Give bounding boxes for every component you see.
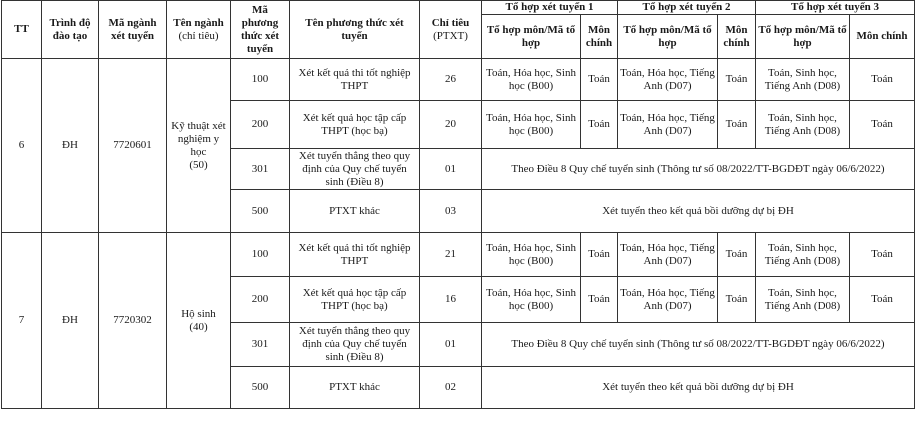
combo-2-main: Toán — [718, 277, 756, 323]
combo-1-main: Toán — [581, 277, 618, 323]
major-level: ĐH — [42, 59, 99, 233]
combo-1-main: Toán — [581, 59, 618, 101]
combo-2-main: Toán — [718, 101, 756, 149]
method-name: Xét kết quả học tập cấp THPT (học bạ) — [290, 277, 420, 323]
col-header-quota-text: Chỉ tiêu — [431, 16, 470, 29]
combo-3-main: Toán — [850, 277, 915, 323]
method-note: Theo Điều 8 Quy chế tuyển sinh (Thông tư số 08/2022/TT-BGDĐT ngày 06/6/2022) — [482, 323, 915, 367]
method-name: PTXT khác — [290, 190, 420, 233]
col-header-combo-1: Tổ hợp xét tuyển 1 — [482, 1, 618, 15]
method-code: 200 — [231, 277, 290, 323]
major-name: Hộ sinh — [181, 307, 216, 320]
combo-3-subjects: Toán, Sinh học, Tiếng Anh (D08) — [756, 59, 850, 101]
col-header-major-name-text: Tên ngành — [173, 16, 224, 29]
combo-3-subjects: Toán, Sinh học, Tiếng Anh (D08) — [756, 233, 850, 277]
combo-3-main: Toán — [850, 233, 915, 277]
col-header-quota — [420, 1, 482, 59]
method-note: Xét tuyển theo kết quả bồi dưỡng dự bị ĐH — [482, 367, 915, 409]
method-name: Xét kết quả học tập cấp THPT (học bạ) — [290, 101, 420, 149]
combo-3-subjects: Toán, Sinh học, Tiếng Anh (D08) — [756, 101, 850, 149]
major-level: ĐH — [42, 233, 99, 409]
combo-1-main: Toán — [581, 101, 618, 149]
method-code: 200 — [231, 101, 290, 149]
combo-1-main: Toán — [581, 233, 618, 277]
col-header-major-code: Mã ngành xét tuyển — [99, 1, 167, 59]
method-quota: 01 — [420, 323, 482, 367]
combo-2-main: Toán — [718, 233, 756, 277]
col-header-combo-2-subjects: Tổ hợp môn/Mã tổ hợp — [618, 15, 718, 59]
method-quota: 03 — [420, 190, 482, 233]
method-quota: 21 — [420, 233, 482, 277]
major-tt: 6 — [2, 59, 42, 233]
method-name: Xét tuyển thẳng theo quy định của Quy chế tuyển sinh (Điều 8) — [290, 149, 420, 190]
col-header-combo-3-subjects: Tổ hợp môn/Mã tổ hợp — [756, 15, 850, 59]
major-code: 7720601 — [99, 59, 167, 233]
major-quota-total: (50) — [189, 158, 208, 171]
header-row-1 — [2, 1, 915, 15]
combo-2-subjects: Toán, Hóa học, Tiếng Anh (D07) — [618, 277, 718, 323]
col-header-combo-2-main: Môn chính — [718, 15, 756, 59]
combo-1-subjects: Toán, Hóa học, Sinh học (B00) — [482, 277, 581, 323]
col-header-method-code: Mã phương thức xét tuyển — [231, 1, 290, 59]
col-header-quota-sub: (PTXT) — [433, 29, 468, 42]
method-code: 500 — [231, 367, 290, 409]
combo-2-subjects: Toán, Hóa học, Tiếng Anh (D07) — [618, 101, 718, 149]
table-row — [2, 233, 915, 277]
col-header-combo-1-main: Môn chính — [581, 15, 618, 59]
method-quota: 26 — [420, 59, 482, 101]
combo-3-main: Toán — [850, 59, 915, 101]
method-code: 100 — [231, 233, 290, 277]
col-header-combo-2: Tổ hợp xét tuyển 2 — [618, 1, 756, 15]
col-header-combo-3-main: Môn chính — [850, 15, 915, 59]
combo-2-main: Toán — [718, 59, 756, 101]
method-quota: 20 — [420, 101, 482, 149]
method-code: 500 — [231, 190, 290, 233]
combo-3-subjects: Toán, Sinh học, Tiếng Anh (D08) — [756, 277, 850, 323]
major-code: 7720302 — [99, 233, 167, 409]
method-quota: 01 — [420, 149, 482, 190]
method-code: 301 — [231, 323, 290, 367]
col-header-tt: TT — [2, 1, 42, 59]
major-quota-total: (40) — [189, 320, 208, 333]
method-quota: 02 — [420, 367, 482, 409]
method-name: Xét tuyển thẳng theo quy định của Quy chế tuyển sinh (Điều 8) — [290, 323, 420, 367]
col-header-level: Trình độ đào tạo — [42, 1, 99, 59]
major-name-cell — [167, 59, 231, 233]
combo-2-subjects: Toán, Hóa học, Tiếng Anh (D07) — [618, 233, 718, 277]
combo-1-subjects: Toán, Hóa học, Sinh học (B00) — [482, 233, 581, 277]
combo-2-subjects: Toán, Hóa học, Tiếng Anh (D07) — [618, 59, 718, 101]
major-name: Kỹ thuật xét nghiệm y học — [171, 119, 226, 158]
col-header-major-name — [167, 1, 231, 59]
method-note: Theo Điều 8 Quy chế tuyển sinh (Thông tư số 08/2022/TT-BGDĐT ngày 06/6/2022) — [482, 149, 915, 190]
method-code: 301 — [231, 149, 290, 190]
method-quota: 16 — [420, 277, 482, 323]
col-header-combo-1-subjects: Tổ hợp môn/Mã tổ hợp — [482, 15, 581, 59]
admission-table — [1, 0, 915, 409]
method-note: Xét tuyển theo kết quả bồi dưỡng dự bị ĐH — [482, 190, 915, 233]
combo-1-subjects: Toán, Hóa học, Sinh học (B00) — [482, 59, 581, 101]
major-tt: 7 — [2, 233, 42, 409]
major-name-cell — [167, 233, 231, 409]
combo-3-main: Toán — [850, 101, 915, 149]
method-name: Xét kết quả thi tốt nghiệp THPT — [290, 59, 420, 101]
combo-1-subjects: Toán, Hóa học, Sinh học (B00) — [482, 101, 581, 149]
col-header-method-name: Tên phương thức xét tuyển — [290, 1, 420, 59]
table-row — [2, 59, 915, 101]
method-code: 100 — [231, 59, 290, 101]
col-header-major-name-sub: (chỉ tiêu) — [178, 29, 219, 42]
method-name: PTXT khác — [290, 367, 420, 409]
method-name: Xét kết quả thi tốt nghiệp THPT — [290, 233, 420, 277]
col-header-combo-3: Tổ hợp xét tuyển 3 — [756, 1, 915, 15]
